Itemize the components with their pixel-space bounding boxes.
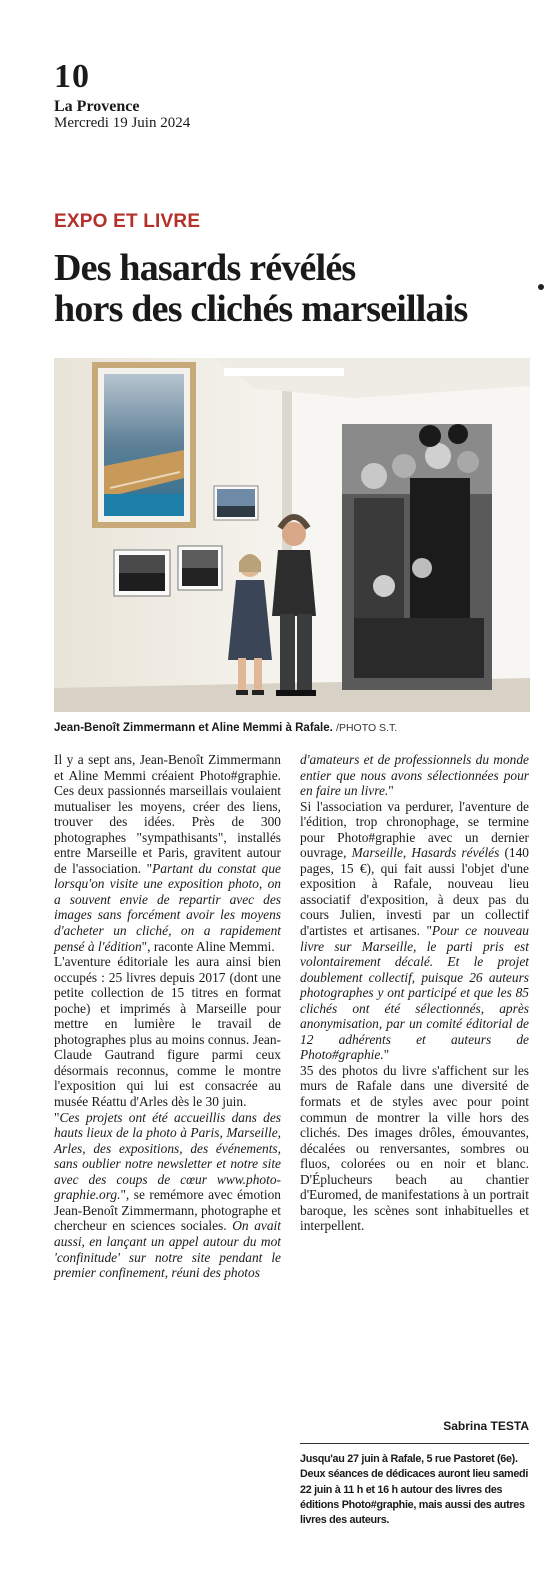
body-text: 35 des photos du livre s'affichent sur les murs de Rafale dans une diversité de formats et de styles avec pour point commun de montrer la ville hors des clichés. Des images drôles, émouvantes, décalées ou renversantes, sombres ou fluos, colorées ou en noir et blanc. D'Éplucheurs beach au chantier d'Euromed, de manifestations à un portrait baroque, les scènes sont inhabituelles et interpellent. <box>300 1062 529 1234</box>
page-number: 10 <box>54 58 90 95</box>
photo-caption <box>54 721 534 735</box>
article-headline <box>54 248 534 330</box>
body-text: " <box>54 1109 60 1125</box>
headline-line-1: Des hasards révélés <box>54 247 356 289</box>
body-text: ", raconte Aline Memmi. <box>141 938 275 954</box>
headline-line-2: hors des clichés marseillais <box>54 288 468 330</box>
article-kicker: EXPO ET LIVRE <box>54 211 201 232</box>
quote-text: Marseille, Hasards révélés <box>351 845 500 861</box>
body-text: Si l'association va perdurer, l'aventure de l'édition, trop chronophage, se termine pour Photo#graphie avec un dernier ouvrage, <box>300 798 529 861</box>
article-paragraph <box>300 1063 529 1234</box>
body-text: L'aventure éditoriale les aura ainsi bien occupés : 25 livres depuis 2017 (dont une petite collection de 15 titres en format poche) et imprimés à Marseille pour mettre en lumière le travail de photographes plus au moins connus. Jean-Claude Gautrand figure parmi ceux désormais reconnus, comme le montre l'exposition qui lui est consacrée au musée Réattu d'Arles dès le 30 juin. <box>54 954 281 1110</box>
infobox-divider <box>300 1443 529 1444</box>
body-text: " <box>383 1047 390 1063</box>
margin-bullet <box>538 284 544 290</box>
article-paragraph <box>54 954 281 1109</box>
article-paragraph <box>54 1110 281 1281</box>
page-header <box>54 60 354 131</box>
article-paragraph <box>300 799 529 1063</box>
article-column-1 <box>54 752 281 1281</box>
article-column-2 <box>300 752 529 1234</box>
body-text: (140 pages, 15 €), qui fait aussi l'objet d'une exposition à Rafale, nouveau lieu associatif d'exposition, à deux pas du cours Julien, investi par un collectif d'artistes et artisanes. " <box>300 845 529 939</box>
quote-text: On avait aussi, en lançant un appel autour du mot 'confinitude' sur notre site pendant le premier confinement, réuni des photos <box>54 1218 281 1281</box>
publication-date: Mercredi 19 Juin 2024 <box>54 115 191 131</box>
quote-text: Ces projets ont été accueillis dans des hauts lieux de la photo à Paris, Marseille, Arles, des expositions, des événements, sans oublier notre newsletter et notre site avec des coups de cœur www.photo-graphie.org. <box>54 1109 281 1203</box>
article-photo <box>54 358 530 712</box>
quote-text: Pour ce nouveau livre sur Marseille, le parti pris est volontairement décalé. Et le projet doublement collectif, puisque 26 auteurs photographes y ont participé et que les 85 clichés ont été sélectionnés, après anonymisation, par un comité éditorial de 12 adhérents et auteurs de Photo#graphie. <box>300 923 529 1063</box>
body-text: " <box>388 783 394 799</box>
article-paragraph <box>300 752 529 799</box>
newspaper-name: La Provence <box>54 98 140 115</box>
quote-text: Partant du constat que lorsqu'on visite une exposition photo, on a souvent envie de repartir avec des images sans forcément avoir les moyens d'acheter un cliché, on a rapidement pensé à l'édition <box>54 860 281 954</box>
practical-info-box: Jusqu'au 27 juin à Rafale, 5 rue Pastoret (6e). Deux séances de dédicaces auront lieu samedi 22 juin à 11 h et 16 h autour des livres des éditions Photo#graphie, mais aussi des autres livres des auteurs. <box>300 1453 529 1527</box>
body-text: ", se remémore avec émotion Jean-Benoît Zimmermann, photographe et chercheur en sciences sociales. <box>54 1187 281 1234</box>
photo-credit: /PHOTO S.T. <box>336 722 398 734</box>
quote-text: d'amateurs et de professionnels du monde entier que nous avons sélectionnées pour en faire un livre. <box>300 752 529 799</box>
article-author: Sabrina TESTA <box>443 1419 529 1433</box>
body-text: Il y a sept ans, Jean-Benoît Zimmermann et Aline Memmi créaient Photo#graphie. Ces deux passionnés marseillais voulaient mutualiser les moyens, créer des liens, trouver des idées. Près de 300 photographes "sympathisants", installés entre Marseille et Paris, gravitent autour de l'association. " <box>54 752 281 876</box>
article-paragraph <box>54 752 281 954</box>
caption-text: Jean-Benoît Zimmermann et Aline Memmi à Rafale. <box>54 722 333 734</box>
